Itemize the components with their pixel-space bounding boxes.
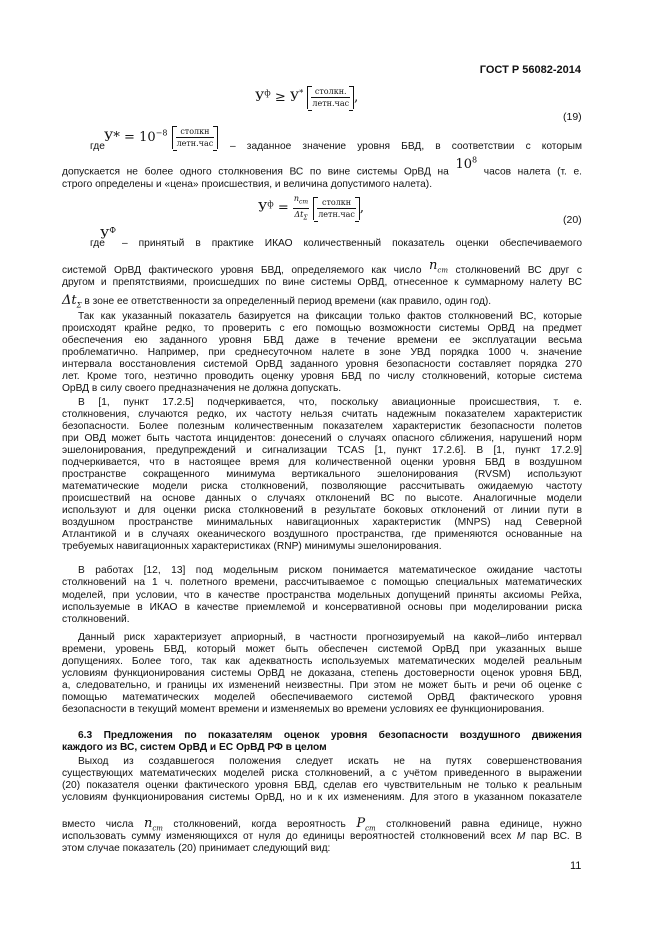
paragraph-line: подчеркивается, что в настоящее время для количественной оценки уровня БВД в воздушном	[62, 457, 582, 468]
paragraph-line: допущениях. Более того, так как адекватность используемых математических моделей реальным	[62, 656, 582, 667]
paragraph-line: происходят крайне редко, то проверить с его помощью возможности системы ОрВД на предмет	[62, 323, 582, 334]
paragraph-line: воздушном пространстве минимальных навигационных характеристик (MNPS) над Северной	[62, 517, 582, 528]
paragraph-line: строго определены и «цена» происшествия, и величина допустимого налета).	[62, 179, 433, 190]
paragraph-line: вместо числа $n_{ст}$ столкновений, когда вероятность $P_{ст}$ столкновений равна единице, нужно	[62, 816, 582, 833]
paragraph-line: безопасности в текущий момент времени и изменяемых во времени условиях ее функционирования.	[62, 704, 545, 715]
paragraph-line: требуемых навигационных характеристиках (RNP) минимумы эшелонирования.	[62, 541, 442, 552]
paragraph-line: происшествий на основе данных о случаях отклонений ВС по высоте. Аналогичные модели	[62, 493, 582, 504]
paragraph-line: проблематично. Например, при среднесуточном налете в зоне УВД порядка 1000 ч. значение	[62, 347, 582, 358]
paragraph-line: Атлантикой и в случаях океанического воздушного пространства, где применяются основанные на	[62, 529, 582, 540]
paragraph-line: Выход из создавшегося положения следует искать не на путях совершенствования	[78, 756, 582, 767]
paragraph-line: системой ОрВД фактического уровня БВД, определяемого как число $n_{ст}$ столкновений ВС друг с	[62, 258, 582, 276]
paragraph-line: использовать сумму изменяющихся от нуля до единицы вероятностей столкновений всех М пар ВС. В	[62, 831, 582, 842]
paragraph-line: столкновения, случаются редко, их частоту нельзя считать надежным показателем характеристик	[62, 409, 582, 420]
paragraph-line: математические модели риска столкновений, позволяющие рассчитывать ожидаемую частоту	[62, 481, 582, 492]
paragraph-line: лет. Кроме того, неэтично проводить оценку уровня БВД по числу столкновений, которые система	[62, 371, 582, 382]
paragraph-line: допускается не более одного столкновения ВС по вине системы ОрВД на $10^8$ часов налета (т. е.	[62, 156, 582, 178]
paragraph-line: безопасности. Более полезным количественным показателем характеристик безопасности полетов	[62, 421, 582, 432]
paragraph-line: В работах [12, 13] под модельным риском понимается математическое ожидание частоты	[78, 565, 582, 576]
paragraph-line: при ОВД может быть частота инцидентов: донесений о случаях опасного сближения, нарушений норм	[62, 433, 582, 444]
paragraph-line: (20) показателя оценки фактического уровня БВД, сделав его чувствительным не только к реальным	[62, 780, 582, 791]
paragraph-line: обеспечения ею заданного уровня БВД даже в течение времени ее эксплуатации весьма	[62, 335, 582, 346]
paragraph-line: Так как указанный показатель базируется на фиксации только фактов столкновений ВС, которые	[78, 311, 582, 322]
paragraph-line: помощью математических моделей обеспечиваемого системой ОрВД фактического уровня	[62, 692, 582, 703]
paragraph-line: интервала восстановления системой ОрВД заданного уровня безопасности составляет порядка 270	[62, 359, 582, 370]
paragraph-line: условиям функционирования системы ОрВД не доказана, степень достоверности оценок уровня БВД,	[62, 668, 582, 679]
paragraph-line: столкновений на 1 ч. полетного времени, рассчитываемое с помощью специальных математических	[62, 577, 582, 588]
paragraph-line: а, следовательно, и границы их изменений неизвестны. При этом не может быть и речи об оценке с	[62, 680, 582, 691]
equation-20-number: (20)	[563, 214, 582, 226]
paragraph-line: используемые в ИКАО в качестве приемлемой и консервативной основы при моделировании риска	[62, 602, 582, 613]
page-number: 11	[570, 860, 582, 872]
equation-20: $У^ф$ = $\frac{n_{ст}}{\Delta t_\Sigma}$ $\frac{\text{столкн}}{\text{летн.час}}$ ,	[258, 194, 365, 222]
paragraph-line: пространстве сокращенного минимума вертикального эшелонирования (RVSM) используют	[62, 469, 582, 480]
paragraph-line: условиям функционирования системы ОрВД, но и к их изменениям. Для этого в указанном показателе	[62, 792, 582, 803]
paragraph-line: ОрВД в силу своего предназначения не должна допускать.	[62, 383, 342, 394]
paragraph-line: В [1, пункт 17.2.5] подчеркивается, что, поскольку авиационные происшествия, т. е.	[78, 397, 582, 408]
paragraph-line: этом случае показатель (20) принимает следующий вид:	[62, 843, 331, 854]
paragraph-line: существующих математических моделей риска столкновений, а с учётом приведенного в выражении	[62, 768, 582, 779]
equation-19-number: (19)	[563, 111, 582, 123]
equation-19: $У^ф \ge У^*$ $\frac{\text{столкн.}}{\text{летн.час}}$ ,	[255, 87, 359, 108]
paragraph-line: эшелонирования, предупреждений и сигнализации TCAS [1, пункт 17.2.6]. В [1, пункт 17.2.9]	[62, 445, 582, 456]
document-header: ГОСТ Р 56082-2014	[479, 64, 581, 76]
paragraph-line: моделей, при условии, что в качестве пространства модельных допущений приняты аксиомы Рейха,	[62, 590, 582, 601]
paragraph-line: используют и для оценки риска столкновений в результате боковых отклонений от линии пути в	[62, 505, 582, 516]
paragraph-line: Данный риск характеризует априорный, в частности прогнозируемый на какой–либо интервал	[78, 632, 582, 643]
section-heading: каждого из ВС, систем ОрВД и ЕС ОрВД РФ в целом	[62, 742, 327, 753]
paragraph-line: $\Delta t_\Sigma$ в зоне ее ответственности за определенный период времени (как правило, один год).	[62, 293, 492, 310]
section-heading: 6.3 Предложения по показателям оценок уровня безопасности воздушного движения	[78, 730, 582, 741]
paragraph-line: столкновений.	[62, 614, 130, 625]
paragraph-line: времени, уровень БВД, который может быть обеспечен системой ОрВД при указанных выше	[62, 644, 582, 655]
paragraph-line: другом и препятствиями, происшедших по вине системы ОрВД, отнесенное к суммарному налету ВС	[62, 277, 582, 288]
